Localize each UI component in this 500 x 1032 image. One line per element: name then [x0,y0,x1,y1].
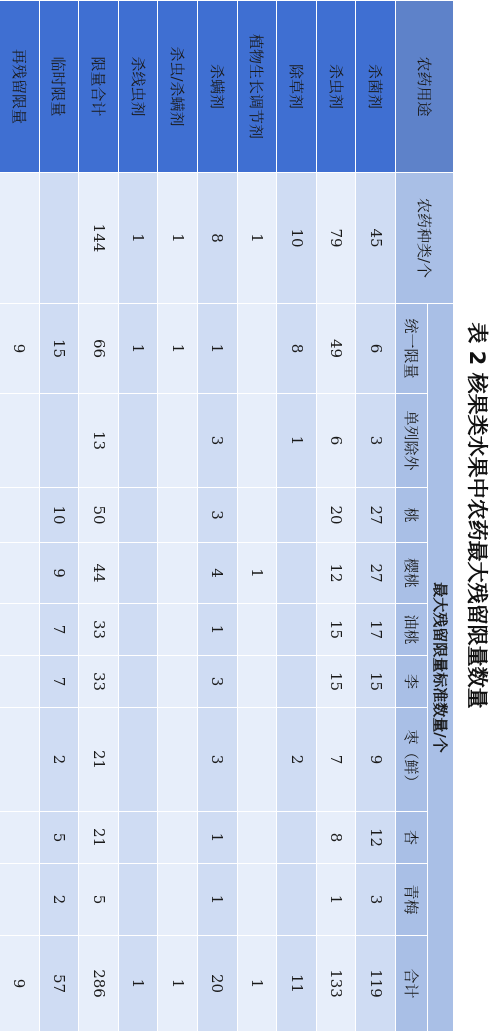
table-row [158,1,198,1032]
table-cell: 21 [79,812,119,864]
table-cell [39,394,79,488]
table-cell: 11 [277,936,317,1032]
table-cell [118,488,158,543]
table-cell: 17 [356,604,396,656]
table-cell [237,304,277,394]
table-cell: 66 [79,304,119,394]
table-cell: 33 [79,656,119,708]
table-cell [158,656,198,708]
table-cell [0,394,39,488]
table-cell: 8 [316,812,356,864]
row-usage-label: 杀螨剂 [198,1,238,173]
table-cell: 9 [356,708,396,812]
table-cell: 2 [39,708,79,812]
table-row [198,1,238,1032]
table-cell [237,864,277,936]
table-cell: 44 [79,543,119,604]
table-cell [0,864,39,936]
table-cell [277,543,317,604]
table-cell [158,543,198,604]
row-usage-label: 临时限量 [39,1,79,173]
row-types-cell: 10 [277,173,317,304]
table-row [316,1,356,1032]
table-cell: 3 [198,656,238,708]
table-cell: 1 [277,394,317,488]
table-cell: 9 [0,936,39,1032]
row-usage-label: 杀虫剂 [316,1,356,173]
row-usage-label: 杀线虫剂 [118,1,158,173]
table-cell: 8 [277,304,317,394]
table-cell: 6 [356,304,396,394]
row-types-cell [39,173,79,304]
table-cell: 2 [277,708,317,812]
table-cell: 20 [316,488,356,543]
table-cell: 49 [316,304,356,394]
table-cell [237,708,277,812]
table-cell: 33 [79,604,119,656]
table-cell [0,543,39,604]
table-cell: 7 [39,604,79,656]
table-cell [118,604,158,656]
table-cell [0,812,39,864]
table-cell [237,812,277,864]
row-types-cell: 1 [237,173,277,304]
table-cell: 7 [316,708,356,812]
row-usage-label: 杀菌剂 [356,1,396,173]
table-cell: 57 [39,936,79,1032]
table-cell: 3 [356,394,396,488]
table-cell [118,864,158,936]
table-cell: 21 [79,708,119,812]
table-cell: 1 [198,812,238,864]
table-cell: 2 [39,864,79,936]
subheader-cell: 樱桃 [396,543,428,604]
table-cell: 27 [356,488,396,543]
table-row [0,1,39,1032]
subheader-cell: 合计 [396,936,428,1032]
table-cell [277,604,317,656]
subheader-cell: 枣（鲜） [396,708,428,812]
header-mrl-group: 最大残留限量标准数量/个 [428,304,454,1032]
row-types-cell: 144 [79,173,119,304]
header-usage: 农药用途 [396,1,454,173]
table-cell [237,488,277,543]
row-usage-label: 再残留限量 [0,1,39,173]
table-cell: 4 [198,543,238,604]
table-cell: 12 [316,543,356,604]
table-cell: 1 [158,936,198,1032]
table-row [237,1,277,1032]
table-row [39,1,79,1032]
table-cell: 15 [39,304,79,394]
table-cell [237,394,277,488]
table-cell: 119 [356,936,396,1032]
table-cell [158,812,198,864]
table-cell [118,543,158,604]
table-cell: 1 [237,936,277,1032]
table-cell [277,864,317,936]
subheader-cell: 统一限量 [396,304,428,394]
table-cell [277,488,317,543]
table-cell: 15 [316,604,356,656]
row-usage-label: 除草剂 [277,1,317,173]
subheader-cell: 青梅 [396,864,428,936]
table-cell: 9 [39,543,79,604]
subheader-cell: 单列除外 [396,394,428,488]
row-usage-label: 限量合计 [79,1,119,173]
table-cell: 1 [158,304,198,394]
table-cell: 1 [198,304,238,394]
table-cell: 1 [237,543,277,604]
table-cell [277,812,317,864]
row-usage-label: 杀虫/杀螨剂 [158,1,198,173]
subheader-cell: 李 [396,656,428,708]
table-cell [158,394,198,488]
table-cell [158,864,198,936]
table-cell: 1 [198,864,238,936]
table-cell: 3 [198,394,238,488]
table-row [356,1,396,1032]
table-cell: 1 [118,936,158,1032]
table-cell [277,656,317,708]
header-types: 农药种类/个 [396,173,454,304]
table-cell [158,488,198,543]
table-cell [158,604,198,656]
table-row [118,1,158,1032]
table-row [277,1,317,1032]
table-cell: 3 [198,708,238,812]
row-types-cell: 1 [118,173,158,304]
table-cell: 27 [356,543,396,604]
subheader-cell: 杏 [396,812,428,864]
table-cell: 5 [39,812,79,864]
row-usage-label: 植物生长调节剂 [237,1,277,173]
table-cell [118,656,158,708]
table-cell: 50 [79,488,119,543]
table-cell: 13 [79,394,119,488]
row-types-cell [0,173,39,304]
table-cell [0,708,39,812]
table-title: 表 2 核果类水果中农药最大残留限量数量 [465,322,489,709]
table-cell: 6 [316,394,356,488]
table-cell: 15 [356,656,396,708]
table-cell [118,394,158,488]
row-types-cell: 1 [158,173,198,304]
table-cell [237,604,277,656]
table-cell [118,812,158,864]
table-cell [0,488,39,543]
table-cell [0,656,39,708]
row-types-cell: 8 [198,173,238,304]
subheader-cell: 桃 [396,488,428,543]
table-cell: 133 [316,936,356,1032]
table-cell: 1 [118,304,158,394]
table-cell: 7 [39,656,79,708]
table-cell: 20 [198,936,238,1032]
table-cell: 5 [79,864,119,936]
table-cell: 9 [0,304,39,394]
table-row [79,1,119,1032]
subheader-cell: 油桃 [396,604,428,656]
table-cell: 1 [198,604,238,656]
table-cell: 15 [316,656,356,708]
table-cell: 286 [79,936,119,1032]
table-cell: 1 [316,864,356,936]
table-cell [0,604,39,656]
header-row-1 [428,1,454,1032]
table-cell: 3 [198,488,238,543]
table-cell: 10 [39,488,79,543]
table-cell: 3 [356,864,396,936]
table-cell [158,708,198,812]
row-types-cell: 45 [356,173,396,304]
row-types-cell: 79 [316,173,356,304]
table-cell: 12 [356,812,396,864]
table-cell [237,656,277,708]
table-cell [118,708,158,812]
